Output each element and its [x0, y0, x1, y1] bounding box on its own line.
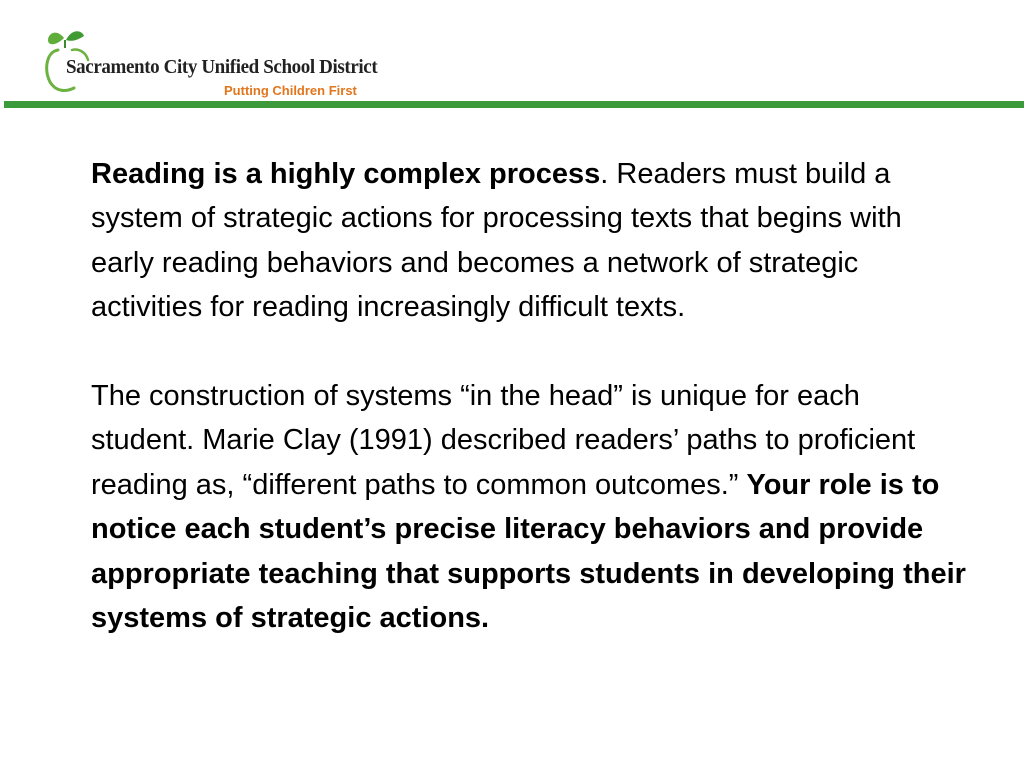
paragraph-reading-process [91, 152, 971, 330]
header-divider [4, 101, 1024, 108]
paragraph-body-text: The construction of systems “in the head” is unique for each student. Marie Clay (1991) described readers’ paths to proficient reading as, “different paths to common outcomes.” [91, 380, 916, 501]
paragraph-lead-bold: Reading is a highly complex process [91, 158, 601, 190]
paragraph-construction-of-systems [91, 374, 971, 640]
slide-body [91, 152, 971, 640]
slide-header [0, 0, 1024, 110]
paragraph-closing-bold: Your role is to notice each student’s precise literacy behaviors and provide appropriate teaching that supports students in developing their systems of strategic actions. [91, 468, 966, 635]
paragraph-body-text: . Readers must build a system of strategic actions for processing texts that begins with early reading behaviors and becomes a network of strategic activities for reading increasingly difficult texts. [91, 158, 902, 324]
district-tagline: Putting Children First [224, 83, 357, 98]
district-name: Sacramento City Unified School District [66, 56, 378, 78]
district-logo [44, 26, 384, 100]
